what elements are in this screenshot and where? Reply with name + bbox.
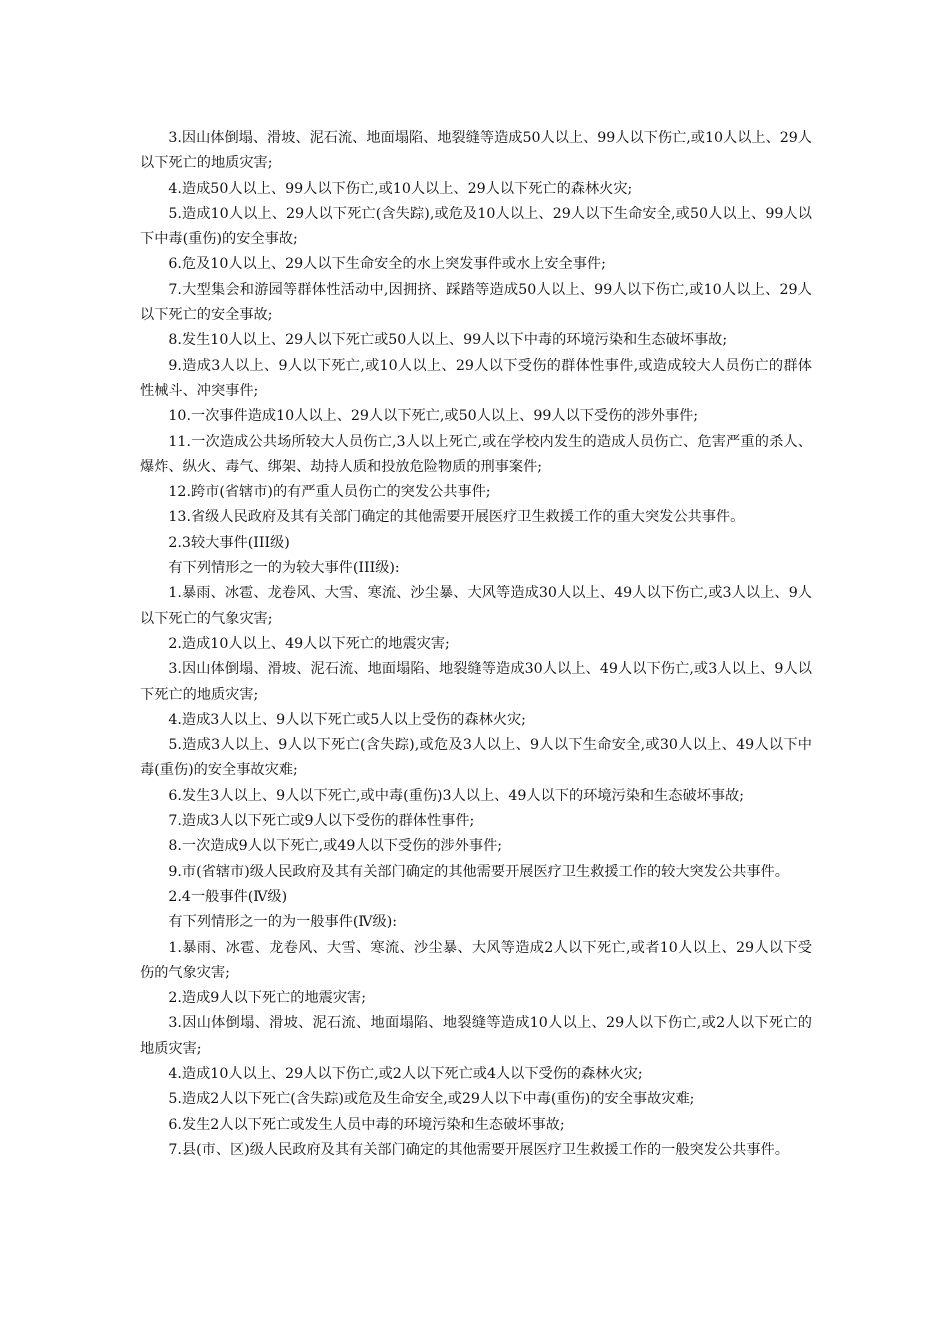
paragraph: 10.一次事件造成10人以上、29人以下死亡,或50人以上、99人以下受伤的涉外事件;	[168, 408, 699, 425]
paragraph: 9.市(省辖市)级人民政府及其有关部门确定的其他需要开展医疗卫生救援工作的较大突发公共事件。	[168, 863, 789, 880]
paragraph: 2.造成9人以下死亡的地震灾害;	[168, 990, 366, 1007]
section-heading: 2.4一般事件(Ⅳ级)	[168, 888, 288, 905]
paragraph: 1.暴雨、冰雹、龙卷风、大雪、寒流、沙尘暴、大风等造成30人以上、49人以下伤亡,或3人以上、9人以下死亡的气象灾害;	[140, 585, 812, 627]
section-intro: 有下列情形之一的为较大事件(III级):	[168, 560, 400, 577]
paragraph: 4.造成10人以上、29人以下伤亡,或2人以下死亡或4人以下受伤的森林火灾;	[168, 1065, 643, 1082]
document-body	[140, 126, 812, 1163]
paragraph: 6.发生2人以下死亡或发生人员中毒的环境污染和生态破坏事故;	[168, 1116, 565, 1133]
section-heading: 2.3较大事件(III级)	[168, 534, 290, 551]
paragraph: 6.发生3人以上、9人以下死亡,或中毒(重伤)3人以上、49人以下的环境污染和生态破坏事故;	[168, 787, 744, 804]
paragraph: 12.跨市(省辖市)的有严重人员伤亡的突发公共事件;	[168, 484, 491, 501]
paragraph: 5.造成10人以上、29人以下死亡(含失踪),或危及10人以上、29人以下生命安全,或50人以上、99人以下中毒(重伤)的安全事故;	[140, 205, 812, 248]
paragraph: 3.因山体倒塌、滑坡、泥石流、地面塌陷、地裂缝等造成50人以上、99人以下伤亡,或10人以上、29人以下死亡的地质灾害;	[140, 130, 812, 172]
paragraph: 8.发生10人以上、29人以下死亡或50人以上、99人以下中毒的环境污染和生态破坏事故;	[168, 332, 728, 349]
paragraph: 3.因山体倒塌、滑坡、泥石流、地面塌陷、地裂缝等造成30人以上、49人以下伤亡,或3人以上、9人以下死亡的地质灾害;	[140, 661, 812, 703]
paragraph: 3.因山体倒塌、滑坡、泥石流、地面塌陷、地裂缝等造成10人以上、29人以下伤亡,或2人以下死亡的地质灾害;	[140, 1015, 812, 1057]
paragraph: 4.造成3人以上、9人以下死亡或5人以上受伤的森林火灾;	[168, 711, 526, 728]
paragraph: 7.大型集会和游园等群体性活动中,因拥挤、踩踏等造成50人以上、99人以下伤亡,或10人以上、29人以下死亡的安全事故;	[140, 281, 812, 324]
paragraph: 5.造成2人以下死亡(含失踪)或危及生命安全,或29人以下中毒(重伤)的安全事故灾难;	[168, 1091, 695, 1108]
paragraph: 5.造成3人以上、9人以下死亡(含失踪),或危及3人以上、9人以下生命安全,或30人以上、49人以下中毒(重伤)的安全事故灾难;	[140, 737, 812, 779]
paragraph: 1.暴雨、冰雹、龙卷风、大雪、寒流、沙尘暴、大风等造成2人以下死亡,或者10人以上、29人以下受伤的气象灾害;	[140, 939, 812, 981]
paragraph: 6.危及10人以上、29人以下生命安全的水上突发事件或水上安全事件;	[168, 256, 606, 273]
paragraph: 4.造成50人以上、99人以下伤亡,或10人以上、29人以下死亡的森林火灾;	[168, 180, 633, 197]
paragraph: 13.省级人民政府及其有关部门确定的其他需要开展医疗卫生救援工作的重大突发公共事件。	[168, 509, 745, 526]
paragraph: 9.造成3人以上、9人以下死亡,或10人以上、29人以下受伤的群体性事件,或造成较大人员伤亡的群体性械斗、冲突事件;	[140, 357, 812, 399]
paragraph: 8.一次造成9人以下死亡,或49人以下受伤的涉外事件;	[168, 838, 503, 855]
paragraph: 7.县(市、区)级人民政府及其有关部门确定的其他需要开展医疗卫生救援工作的一般突发公共事件。	[168, 1141, 789, 1158]
section-intro: 有下列情形之一的为一般事件(Ⅳ级):	[168, 914, 398, 931]
paragraph: 7.造成3人以下死亡或9人以下受伤的群体性事件;	[168, 813, 475, 830]
paragraph: 11.一次造成公共场所较大人员伤亡,3人以上死亡,或在学校内发生的造成人员伤亡、危害严重的杀人、爆炸、纵火、毒气、绑架、劫持人质和投放危险物质的刑事案件;	[140, 433, 812, 475]
paragraph: 2.造成10人以上、49人以下死亡的地震灾害;	[168, 635, 450, 652]
